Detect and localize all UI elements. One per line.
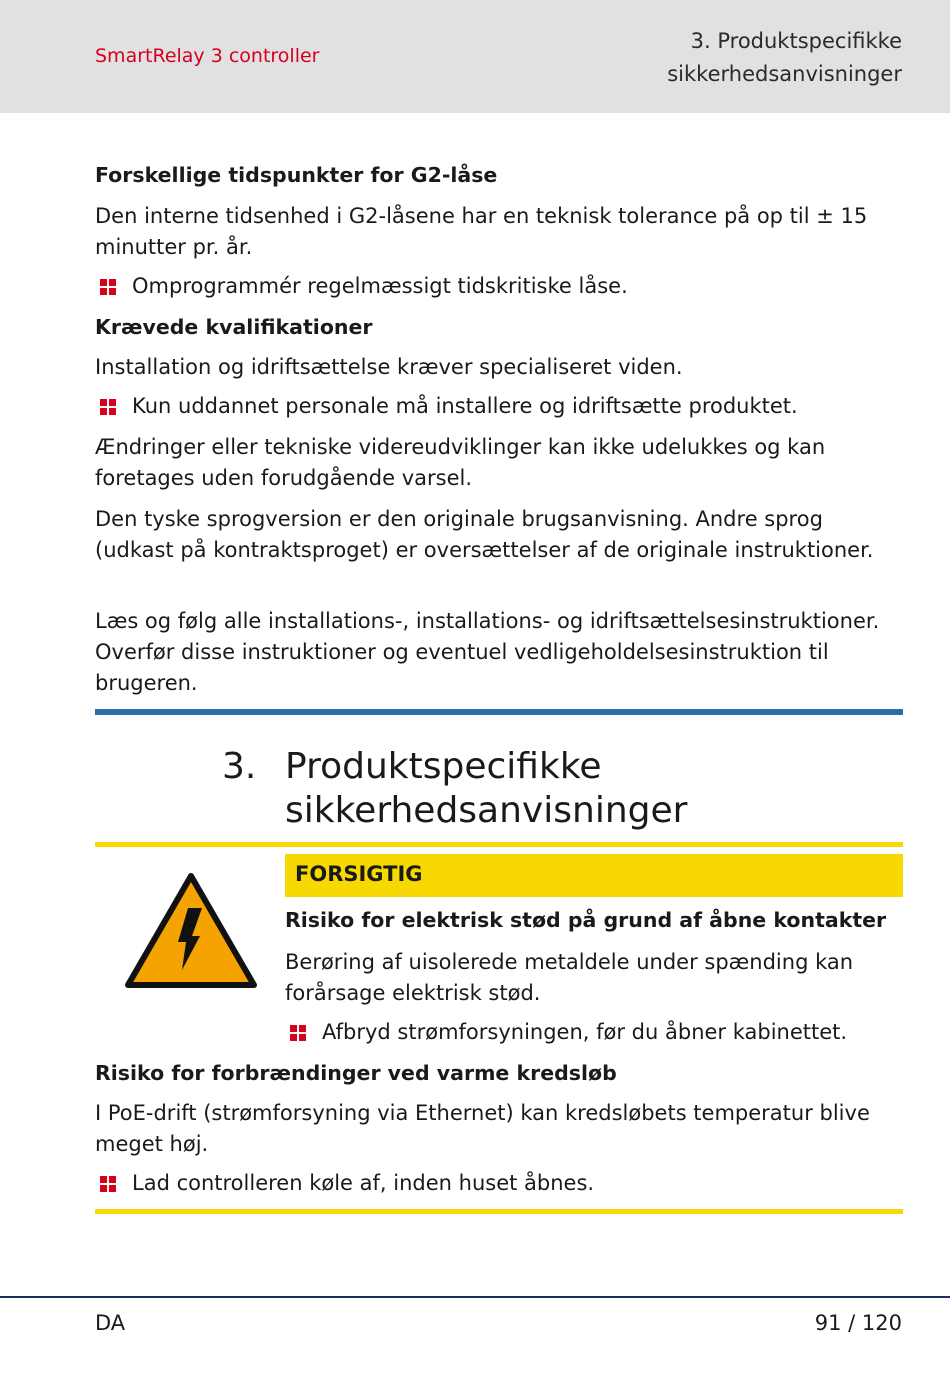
electrical-hazard-icon [122, 870, 260, 992]
heading-g2-locks: Forskellige tidspunkter for G2-låse [95, 163, 498, 187]
bullet-icon [290, 1025, 306, 1041]
section-divider [95, 709, 903, 715]
chapter-title-line1: 3. Produktspecifikke [690, 29, 902, 53]
chapter-title-line2: sikkerhedsanvisninger [667, 62, 902, 86]
footer-language: DA [95, 1311, 126, 1335]
warning-label-band [285, 854, 903, 897]
section-title: Produktspecifikke sikkerhedsanvisninger [285, 746, 688, 831]
warning-top-rule [95, 842, 903, 847]
footer-divider [0, 1296, 950, 1298]
page-number: 91 / 120 [814, 1311, 902, 1335]
bullet-trained-staff: Kun uddannet personale må installere og idriftsætte produktet. [95, 391, 903, 422]
paragraph-installation: Installation og idriftsættelse kræver specialiseret viden. [95, 355, 683, 379]
bullet-icon [100, 279, 116, 295]
heading-qualifications: Krævede kvalifikationer [95, 315, 373, 339]
brand-title: SmartRelay 3 controller [95, 45, 320, 67]
heading-burns: Risiko for forbrændinger ved varme kredsløb [95, 1061, 617, 1085]
paragraph-german-original: Den tyske sprogversion er den originale brugsanvisning. Andre sprog (udkast på kontraktsproget) er oversættelser af de originale instruktioner. [95, 507, 874, 562]
paragraph-poe: I PoE-drift (strømforsyning via Ethernet) kan kredsløbets temperatur blive meget høj. [95, 1101, 870, 1156]
warning-heading: Risiko for elektrisk stød på grund af åbne kontakter [285, 908, 887, 932]
bullet-icon [100, 399, 116, 415]
warning-bottom-rule [95, 1209, 903, 1214]
paragraph-changes: Ændringer eller tekniske videreudviklinger kan ikke udelukkes og kan foretages uden forudgående varsel. [95, 435, 826, 490]
bullet-icon [100, 1176, 116, 1192]
paragraph-g2-tolerance: Den interne tidsenhed i G2-låsene har en teknisk tolerance på op til ± 15 minutter pr. år. [95, 204, 868, 259]
warning-bullet: Afbryd strømforsyningen, før du åbner kabinettet. [285, 1017, 903, 1048]
chapter-title [482, 25, 902, 91]
section-number: 3. [222, 746, 257, 787]
warning-body: Berøring af uisolerede metaldele under spænding kan forårsage elektrisk stød. [285, 950, 854, 1005]
page-header [0, 0, 950, 113]
bullet-reprogram: Omprogrammér regelmæssigt tidskritiske låse. [95, 271, 903, 302]
paragraph-read-instructions: Læs og følg alle installations-, installations- og idriftsættelsesinstruktioner. Overfør disse instruktioner og eventuel vedligeholdelsesinstruktion til brugeren. [95, 609, 880, 695]
warning-label: FORSIGTIG [295, 862, 423, 886]
bullet-cool-down: Lad controlleren køle af, inden huset åbnes. [95, 1168, 903, 1199]
